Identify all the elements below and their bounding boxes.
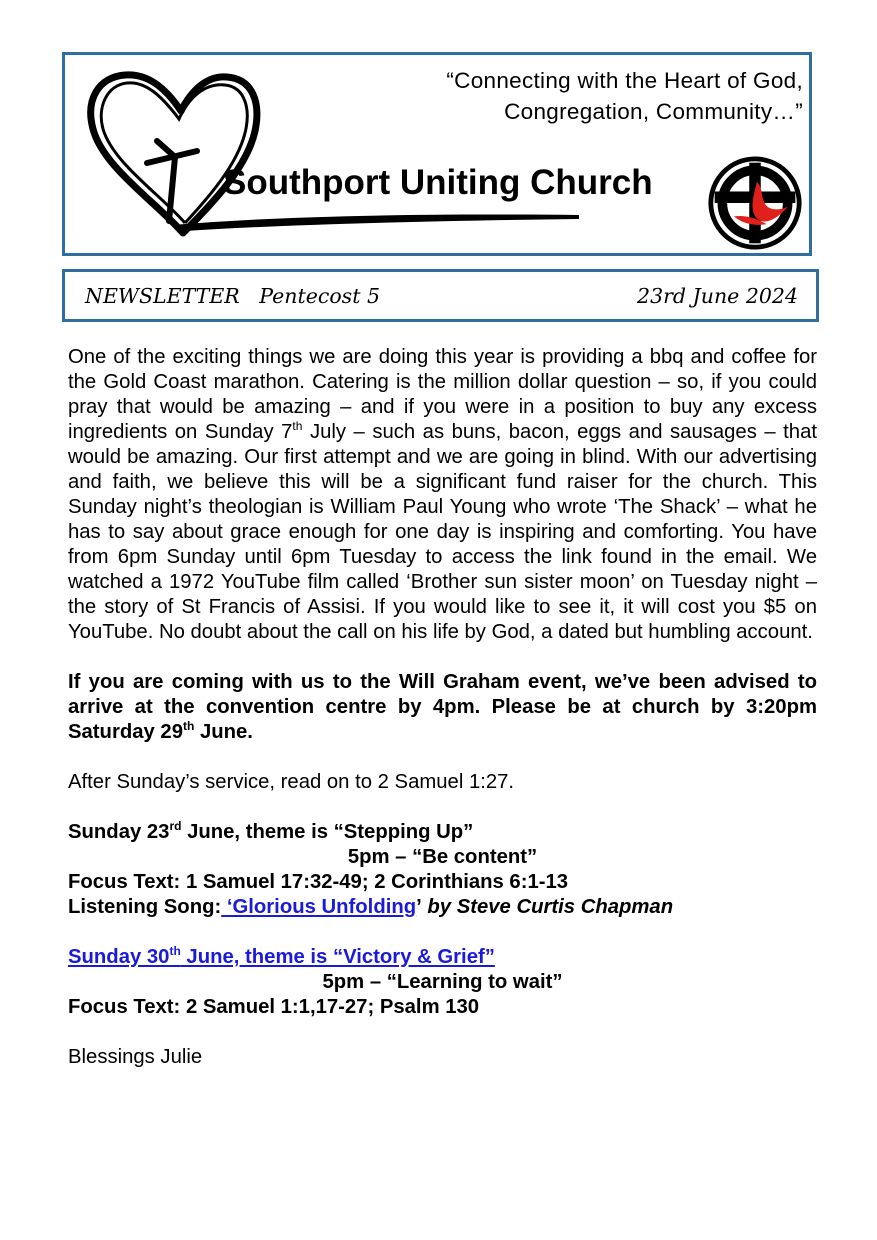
sunday-2-focus-text: Focus Text: 2 Samuel 1:1,17-27; Psalm 130 bbox=[68, 996, 480, 1018]
event-notice-superscript: th bbox=[182, 719, 195, 733]
sunday-2-heading-prefix: Sunday 30 bbox=[68, 946, 170, 968]
sunday-1-listening-song bbox=[68, 895, 817, 920]
newsletter-body bbox=[68, 345, 817, 1070]
tagline bbox=[446, 65, 803, 127]
intro-text-2: July – such as buns, bacon, eggs and sausages – that would be amazing. Our first attempt and we are going in blind. With our advertising and faith, we believe this will be a significant fund raiser for the church. This Sunday night’s theologian is William Paul Young who wrote ‘The Shack’ – what he has to say about grace enough for one day is inspiring and comforting. You have from 6pm Sunday until 6pm Tuesday to access the link found in the email. We watched a 1972 YouTube film called ‘Brother sun sister moon’ on Tuesday night – the story of St Francis of Assisi. If you would like to see it, it will cost you $5 on YouTube. No doubt about the call on his life by God, a dated but humbling account. bbox=[68, 421, 817, 643]
listening-song-artist: by Steve Curtis Chapman bbox=[421, 896, 674, 918]
tagline-line-1: “Connecting with the Heart of God, bbox=[446, 68, 803, 93]
tagline-line-2: Congregation, Community…” bbox=[504, 99, 803, 124]
reading-note: After Sunday’s service, read on to 2 Samuel 1:27. bbox=[68, 771, 515, 793]
sunday-1-time: 5pm – “Be content” bbox=[347, 846, 538, 868]
listening-song-quote: ’ bbox=[416, 896, 422, 918]
newsletter-bar bbox=[62, 269, 819, 322]
event-notice-text-1: If you are coming with us to the Will Graham event, we’ve been advised to arrive at the convention centre by 4pm. Please be at church by 3:20pm Saturday 29 bbox=[68, 671, 817, 743]
newsletter-date: 23rd June 2024 bbox=[637, 284, 798, 308]
intro-paragraph bbox=[68, 345, 817, 645]
sunday-1-focus-text: Focus Text: 1 Samuel 17:32-49; 2 Corinthians 6:1-13 bbox=[68, 871, 569, 893]
intro-superscript: th bbox=[292, 419, 303, 433]
newsletter-label: NEWSLETTER Pentecost 5 bbox=[85, 284, 380, 308]
sunday-1-heading-prefix: Sunday 23 bbox=[68, 821, 170, 843]
sunday-2-heading-link[interactable] bbox=[68, 946, 495, 968]
uniting-church-logo bbox=[707, 155, 803, 251]
sunday-1-heading-sup: rd bbox=[169, 819, 182, 833]
sunday-2-heading bbox=[68, 945, 817, 970]
event-notice-text-2: June. bbox=[194, 721, 253, 743]
sunday-2-heading-sup: th bbox=[169, 944, 181, 958]
intro-text-1: One of the exciting things we are doing this year is providing a bbq and coffee for the Gold Coast marathon. Catering is the million dollar question – so, if you could pray that would be amazing – and if you were in a position to buy any excess ingredients on Sunday 7 bbox=[68, 346, 817, 443]
sunday-1-heading-suffix: June, theme is “Stepping Up” bbox=[181, 821, 474, 843]
sunday-2-heading-suffix: June, theme is “Victory & Grief” bbox=[180, 946, 495, 968]
signoff: Blessings Julie bbox=[68, 1046, 203, 1068]
church-name: Southport Uniting Church bbox=[223, 163, 653, 202]
masthead bbox=[62, 52, 812, 256]
listening-song-label: Listening Song: bbox=[68, 896, 222, 918]
event-notice bbox=[68, 670, 817, 745]
listening-song-link[interactable]: ‘Glorious Unfolding bbox=[221, 896, 417, 918]
sunday-1-heading bbox=[68, 820, 817, 845]
sunday-2-time: 5pm – “Learning to wait” bbox=[322, 971, 563, 993]
